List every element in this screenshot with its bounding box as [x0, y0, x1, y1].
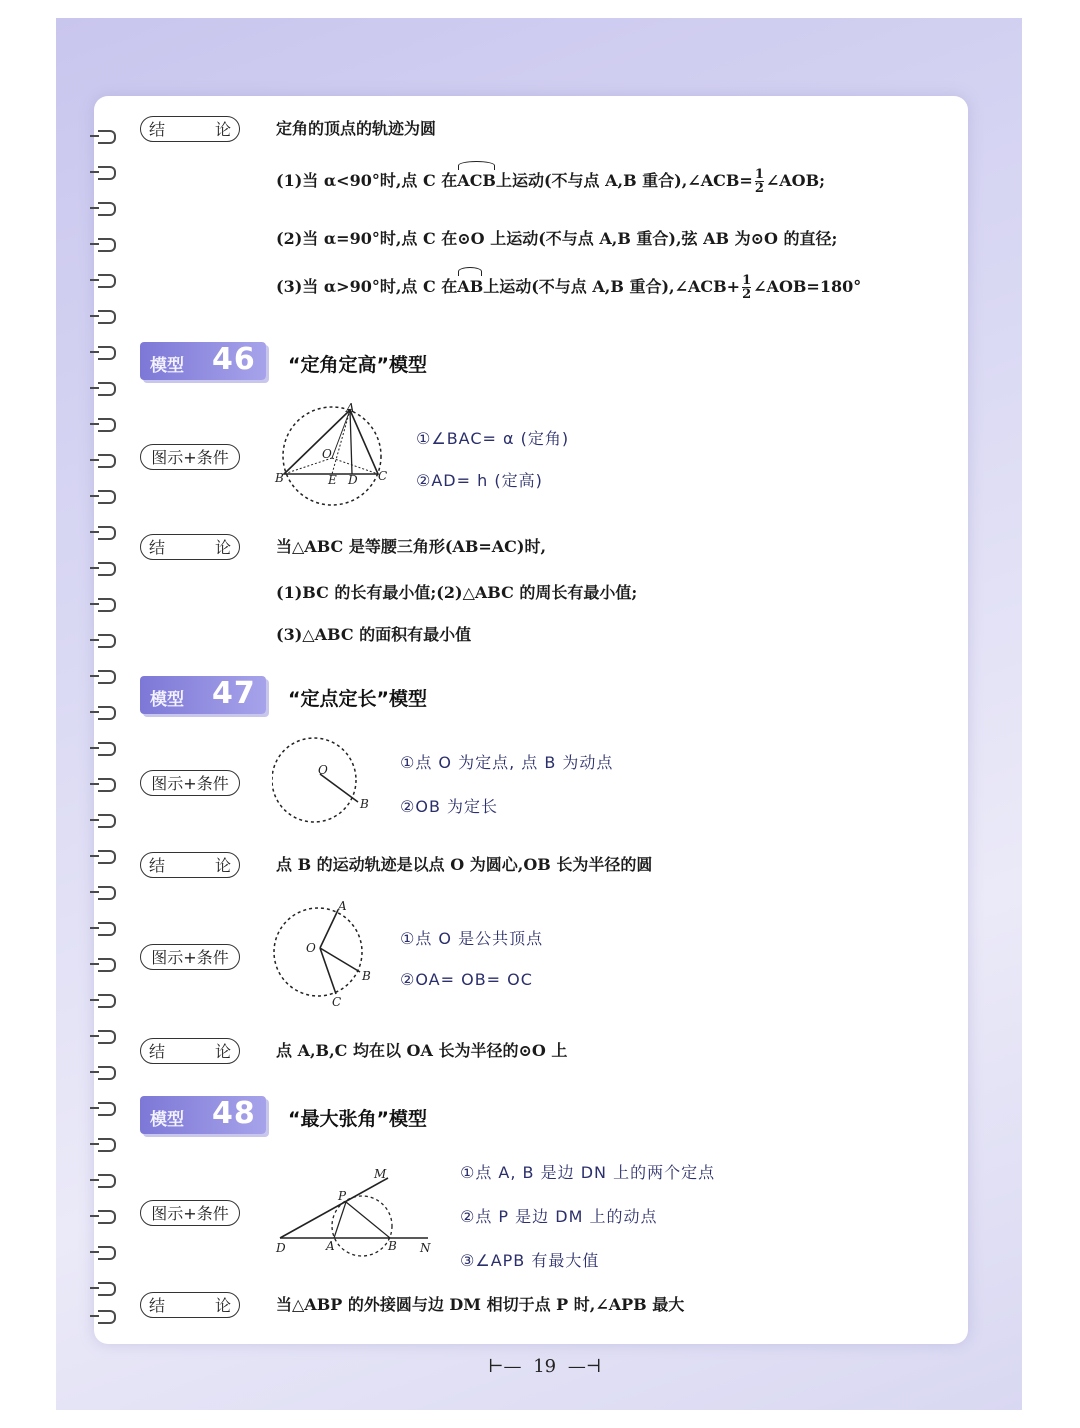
- binding-ring: [98, 1138, 116, 1152]
- conclusion-tag-right: 论: [214, 856, 231, 875]
- binding-ring: [98, 994, 116, 1008]
- binding-ring: [98, 814, 116, 828]
- label-e: E: [328, 473, 337, 487]
- binding-ring: [98, 886, 116, 900]
- conclusion-title: 定角的顶点的轨迹为圆: [276, 119, 437, 138]
- conclusion-tag-right: 论: [214, 1296, 231, 1315]
- model-46-condition-1: ①∠BAC= α (定角): [416, 429, 570, 448]
- binding-ring: [98, 1102, 116, 1116]
- label-o: O: [306, 941, 316, 955]
- binding-ring: [98, 634, 116, 648]
- binding-ring: [98, 1310, 116, 1324]
- conclusion-tag-right: 论: [214, 538, 231, 557]
- model-48-condition-3: ③∠APB 有最大值: [460, 1251, 600, 1270]
- model-47-condition-1: ①点 O 为定点, 点 B 为动点: [400, 753, 614, 772]
- model-badge-46: [140, 342, 266, 380]
- segment-oc: [320, 948, 336, 994]
- conclusion-tag-left: 结: [149, 538, 166, 557]
- conclusion-tag-right: 论: [214, 120, 231, 139]
- locus-item-3: [276, 272, 861, 302]
- binding-ring: [98, 202, 116, 216]
- model-46-conclusion: 当△ABC 是等腰三角形(AB=AC)时,: [276, 537, 547, 556]
- model-badge-label: 模型: [150, 1110, 184, 1130]
- label-p: P: [338, 1189, 347, 1203]
- model-47-title: “定点定长”模型: [288, 688, 427, 710]
- binding-ring: [98, 1030, 116, 1044]
- item1-arc: ACB: [457, 166, 496, 196]
- binding-ring: [98, 238, 116, 252]
- model-badge-47: [140, 676, 266, 714]
- model-47-condition-3: ①点 O 是公共顶点: [400, 929, 544, 948]
- item3-arc: AB: [457, 272, 483, 302]
- model-46-figure: [274, 398, 394, 510]
- binding-ring: [98, 598, 116, 612]
- binding-ring: [98, 490, 116, 504]
- fraction-num: 1: [742, 273, 752, 288]
- figure-condition-tag: 图示+条件: [140, 944, 240, 970]
- binding-ring: [98, 706, 116, 720]
- label-a: A: [326, 1239, 335, 1253]
- model-badge-number: 46: [212, 342, 256, 377]
- model-46-conclusion-line-2: (1)BC 的长有最小值;(2)△ABC 的周长有最小值;: [276, 583, 638, 602]
- binding-ring: [98, 1246, 116, 1260]
- conclusion-tag-left: 结: [149, 1296, 166, 1315]
- binding-ring: [98, 1174, 116, 1188]
- item3-text-post: ∠AOB=180°: [753, 277, 862, 296]
- page-mark-right: —⊣: [567, 1356, 602, 1377]
- segment-oa: [320, 910, 338, 948]
- label-b: B: [275, 471, 284, 485]
- radius-oa: [332, 410, 350, 458]
- locus-item-2: (2)当 α=90°时,点 C 在⊙O 上运动(不与点 A,B 重合),弦 AB 为⊙O 的直径;: [276, 229, 838, 248]
- label-b: B: [362, 969, 371, 983]
- binding-ring: [98, 166, 116, 180]
- item3-text-mid: 上运动(不与点 A,B 重合),∠ACB+: [483, 277, 741, 296]
- binding-ring: [98, 1210, 116, 1224]
- item3-text-pre: (3)当 α>90°时,点 C 在: [276, 277, 458, 296]
- conclusion-tag-left: 结: [149, 856, 166, 875]
- model-48-conclusion: 当△ABP 的外接圆与边 DM 相切于点 P 时,∠APB 最大: [276, 1295, 685, 1314]
- model-48-title: “最大张角”模型: [288, 1108, 427, 1130]
- fraction: [755, 168, 764, 195]
- binding-ring: [98, 850, 116, 864]
- model-46-conclusion-line-3: (3)△ABC 的面积有最小值: [276, 625, 472, 644]
- conclusion-tag: [140, 534, 240, 560]
- locus-circle: [272, 738, 356, 822]
- binding-ring: [98, 670, 116, 684]
- label-c: C: [332, 995, 342, 1009]
- fraction-den: 2: [742, 287, 752, 302]
- model-47-conclusion-2: 点 A,B,C 均在以 OA 长为半径的⊙O 上: [276, 1041, 568, 1060]
- model-46-title: “定角定高”模型: [288, 354, 427, 376]
- ray-dm: [280, 1178, 388, 1238]
- model-47-conclusion-1: 点 B 的运动轨迹是以点 O 为圆心,OB 长为半径的圆: [276, 855, 653, 874]
- binding-ring: [98, 1066, 116, 1080]
- model-48-condition-1: ①点 A, B 是边 DN 上的两个定点: [460, 1163, 716, 1182]
- item1-text-pre: (1)当 α<90°时,点 C 在: [276, 171, 458, 190]
- label-o: O: [322, 447, 332, 461]
- page-number-value: 19: [533, 1356, 557, 1377]
- locus-circle: [274, 908, 362, 996]
- conclusion-tag: [140, 1292, 240, 1318]
- binding-ring: [98, 274, 116, 288]
- label-o: O: [318, 763, 328, 777]
- model-badge-48: [140, 1096, 266, 1134]
- segment-ob: [320, 774, 358, 802]
- item1-text-mid: 上运动(不与点 A,B 重合),∠ACB=: [495, 171, 753, 190]
- model-47-figure-2: [272, 896, 382, 1010]
- binding-ring: [98, 454, 116, 468]
- binding-ring: [98, 778, 116, 792]
- fraction-den: 2: [754, 181, 764, 196]
- segment-ob: [320, 948, 360, 972]
- label-d: D: [276, 1241, 286, 1255]
- binding-ring: [98, 958, 116, 972]
- conclusion-tag: [140, 852, 240, 878]
- binding-ring: [98, 1282, 116, 1296]
- label-a: A: [338, 899, 347, 913]
- binding-ring: [98, 130, 116, 144]
- label-d: D: [348, 473, 358, 487]
- binding-ring: [98, 742, 116, 756]
- label-n: N: [420, 1241, 431, 1255]
- model-badge-number: 48: [212, 1096, 256, 1131]
- model-47-condition-2: ②OB 为定长: [400, 797, 499, 816]
- fraction-num: 1: [754, 167, 764, 182]
- conclusion-tag-left: 结: [149, 1042, 166, 1061]
- conclusion-tag: [140, 116, 240, 142]
- segment-pb: [346, 1202, 390, 1238]
- model-46-condition-2: ②AD= h (定高): [416, 471, 543, 490]
- conclusion-tag-right: 论: [214, 1042, 231, 1061]
- label-c: C: [378, 469, 388, 483]
- binding-ring: [98, 346, 116, 360]
- model-47-figure-1: [272, 732, 382, 828]
- binding-ring: [98, 418, 116, 432]
- conclusion-tag-left: 结: [149, 120, 166, 139]
- page-number: [488, 1356, 601, 1377]
- figure-condition-tag: 图示+条件: [140, 1200, 240, 1226]
- label-b: B: [388, 1239, 397, 1253]
- binding-ring: [98, 310, 116, 324]
- page-mark-left: ⊢—: [488, 1356, 522, 1377]
- model-48-figure: [272, 1164, 440, 1260]
- conclusion-tag: [140, 1038, 240, 1064]
- model-badge-number: 47: [212, 676, 256, 711]
- item1-text-post: ∠AOB;: [765, 171, 826, 190]
- fraction: [742, 274, 751, 301]
- figure-condition-tag: 图示+条件: [140, 444, 240, 470]
- model-badge-label: 模型: [150, 356, 184, 376]
- binding-ring: [98, 922, 116, 936]
- locus-item-1: [276, 166, 825, 196]
- model-48-condition-2: ②点 P 是边 DM 上的动点: [460, 1207, 658, 1226]
- radius-oc: [332, 458, 378, 474]
- circumcircle: [283, 407, 381, 505]
- binding-ring: [98, 562, 116, 576]
- label-b: B: [360, 797, 369, 811]
- figure-condition-tag: 图示+条件: [140, 770, 240, 796]
- binding-ring: [98, 382, 116, 396]
- model-47-condition-4: ②OA= OB= OC: [400, 970, 533, 989]
- binding-ring: [98, 526, 116, 540]
- model-badge-label: 模型: [150, 690, 184, 710]
- label-a: A: [346, 401, 355, 415]
- label-m: M: [374, 1167, 387, 1181]
